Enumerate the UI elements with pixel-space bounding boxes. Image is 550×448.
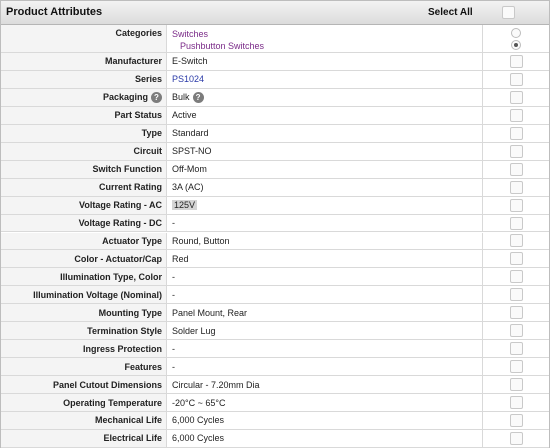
attribute-row [1,286,549,304]
attribute-value: Round, Button [172,235,230,246]
attribute-checkbox[interactable] [510,378,523,391]
attribute-label: Type [1,125,167,142]
attribute-value-cell [167,71,483,88]
attribute-value: 125V [174,200,196,211]
attribute-select-cell [483,143,549,160]
attribute-select-cell [483,89,549,106]
attribute-row-categories [1,25,549,53]
attribute-value-cell [167,394,483,411]
attribute-value: 6,000 Cycles [172,433,225,444]
attribute-value: - [172,289,175,300]
attribute-select-cell [483,304,549,321]
attribute-label: Circuit [1,143,167,160]
attribute-value-cell [167,107,483,124]
panel-title: Product Attributes [6,6,103,18]
attribute-select-cell [483,71,549,88]
attribute-value-cell [167,340,483,357]
attribute-checkbox[interactable] [510,217,523,230]
attribute-value-cell [167,215,483,232]
attribute-label: Electrical Life [1,430,167,447]
attribute-value-cell [167,197,483,214]
attribute-row [1,125,549,143]
category-link-pushbutton-switches[interactable]: Pushbutton Switches [180,41,265,51]
attribute-value: - [172,218,175,229]
attribute-label: Mounting Type [1,304,167,321]
attribute-checkbox[interactable] [510,234,523,247]
attribute-select-cell [483,340,549,357]
attribute-value-cell [167,376,483,393]
attribute-select-cell [483,286,549,303]
attribute-select-cell [483,268,549,285]
attribute-row [1,233,549,251]
attribute-value: Off-Mom [172,164,207,175]
attribute-value: Red [172,253,189,264]
attribute-row [1,376,549,394]
attribute-select-cell [483,125,549,142]
attribute-value-cell [167,143,483,160]
attribute-row [1,179,549,197]
attribute-label: Series [1,71,167,88]
attribute-label: Actuator Type [1,233,167,250]
select-all-label: Select All [428,7,473,18]
attribute-checkbox[interactable] [510,414,523,427]
select-all-checkbox[interactable] [502,6,515,19]
attribute-row [1,250,549,268]
attribute-value-cell [167,89,483,106]
attribute-select-cell [483,412,549,429]
attribute-row [1,197,549,215]
attribute-checkbox[interactable] [510,127,523,140]
attribute-label: Illumination Voltage (Nominal) [1,286,167,303]
attribute-value-cell [167,268,483,285]
attribute-row [1,304,549,322]
attribute-label: Termination Style [1,322,167,339]
attribute-row [1,53,549,71]
attribute-checkbox[interactable] [510,163,523,176]
attribute-value: Solder Lug [172,325,216,336]
attribute-checkbox[interactable] [510,109,523,122]
attribute-row [1,161,549,179]
category-radio-pushbutton[interactable] [511,40,521,50]
attribute-select-cell [483,322,549,339]
attribute-select-cell [483,250,549,267]
attribute-label: Current Rating [1,179,167,196]
attribute-checkbox[interactable] [510,55,523,68]
attribute-label: Categories [1,25,167,52]
help-icon[interactable]: ? [151,92,162,103]
attribute-select-cell [483,197,549,214]
attribute-value-cell [167,179,483,196]
attribute-value-cell [167,322,483,339]
attribute-row [1,89,549,107]
attribute-label: Part Status [1,107,167,124]
attribute-label: Voltage Rating - AC [1,197,167,214]
attribute-select-cell [483,233,549,250]
attribute-select-cell [483,179,549,196]
attribute-checkbox[interactable] [510,181,523,194]
attribute-label: Features [1,358,167,375]
attribute-label: Manufacturer [1,53,167,70]
attribute-select-cell [483,53,549,70]
series-link[interactable]: PS1024 [172,74,205,85]
attribute-select-cell [483,394,549,411]
attribute-row [1,71,549,89]
attribute-checkbox[interactable] [510,73,523,86]
attribute-label: Illumination Type, Color [1,268,167,285]
attribute-value: Bulk [172,92,190,103]
attribute-value-cell [167,430,483,447]
attribute-checkbox[interactable] [510,306,523,319]
attribute-select-cell [483,430,549,447]
attribute-value-cell [167,304,483,321]
attribute-checkbox[interactable] [510,91,523,104]
attribute-checkbox[interactable] [510,270,523,283]
attribute-value-cell [167,358,483,375]
attribute-value-cell [167,53,483,70]
attribute-value: 3A (AC) [172,182,204,193]
attribute-row [1,340,549,358]
help-icon[interactable]: ? [193,92,204,103]
attribute-checkbox[interactable] [510,145,523,158]
attribute-checkbox[interactable] [510,432,523,445]
attribute-label-text: Packaging [102,92,148,103]
attribute-row [1,358,549,376]
attribute-select-cell [483,161,549,178]
attribute-value-cell [167,250,483,267]
attribute-value [167,25,483,52]
attribute-checkbox[interactable] [510,396,523,409]
attribute-value-cell [167,161,483,178]
attribute-value-cell [167,125,483,142]
attribute-checkbox[interactable] [510,324,523,337]
attribute-label: Operating Temperature [1,394,167,411]
attribute-value: Active [172,110,197,121]
attribute-row [1,322,549,340]
attribute-value: 6,000 Cycles [172,415,225,426]
attribute-value: -20°C ~ 65°C [172,397,226,408]
attribute-select-cell [483,376,549,393]
attribute-select-cell [483,215,549,232]
attribute-value: Circular - 7.20mm Dia [172,379,260,390]
category-radio-switches[interactable] [511,28,521,38]
attribute-select-cell [483,107,549,124]
attribute-checkbox[interactable] [510,342,523,355]
attribute-value-cell [167,233,483,250]
attribute-row [1,268,549,286]
attribute-row [1,143,549,161]
attribute-checkbox[interactable] [510,360,523,373]
attribute-value-cell [167,412,483,429]
attribute-row [1,412,549,430]
attribute-value: - [172,271,175,282]
attribute-row [1,107,549,125]
attribute-value: E-Switch [172,56,208,67]
attribute-label: Panel Cutout Dimensions [1,376,167,393]
attribute-row [1,394,549,412]
attribute-checkbox[interactable] [510,199,523,212]
attribute-value: - [172,361,175,372]
attribute-select-cell [483,358,549,375]
attribute-label: Mechanical Life [1,412,167,429]
attribute-label: Ingress Protection [1,340,167,357]
attribute-value-cell [167,286,483,303]
attribute-checkbox[interactable] [510,288,523,301]
attribute-label: Color - Actuator/Cap [1,250,167,267]
attribute-label: Switch Function [1,161,167,178]
category-link-switches[interactable]: Switches [172,29,209,39]
attribute-row [1,215,549,233]
attribute-value: SPST-NO [172,146,212,157]
attribute-value: Standard [172,128,209,139]
attribute-label: Voltage Rating - DC [1,215,167,232]
attribute-value: - [172,343,175,354]
attribute-label [1,89,167,106]
attributes-header [1,1,549,25]
attribute-select-cell [483,25,549,52]
attribute-checkbox[interactable] [510,252,523,265]
attribute-row [1,430,549,448]
attribute-value: Panel Mount, Rear [172,307,248,318]
